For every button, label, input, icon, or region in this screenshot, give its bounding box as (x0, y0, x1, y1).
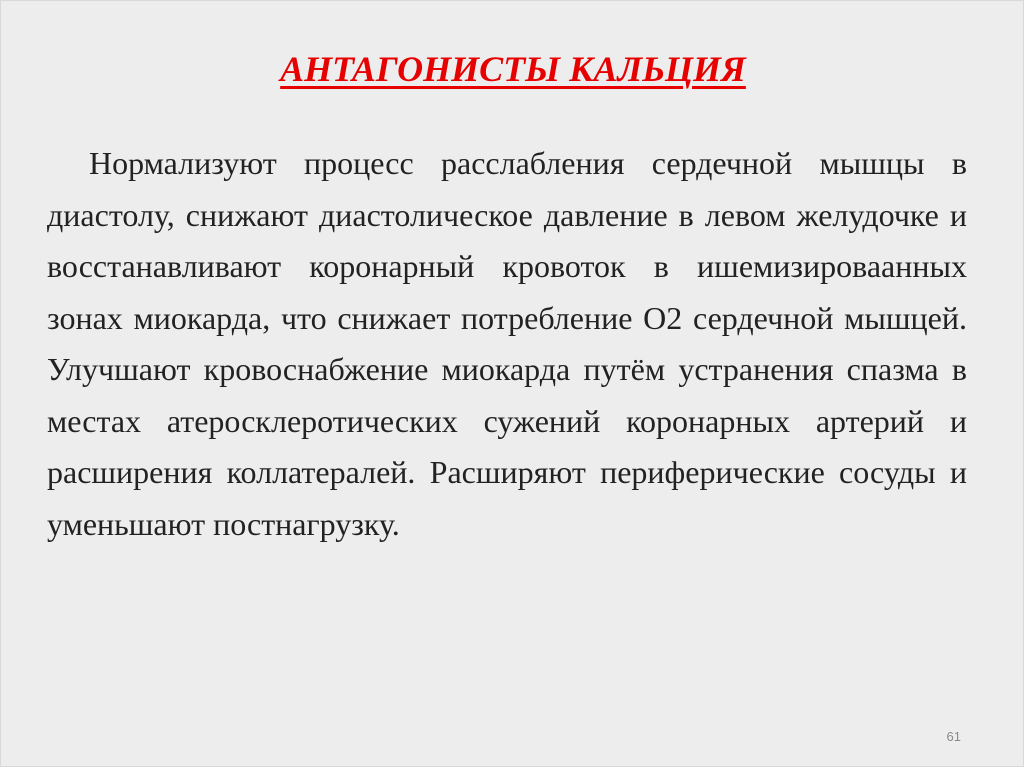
slide-body-text: Нормализуют процесс расслабления сердечной мышцы в диастолу, снижают диастолическое давление в левом желудочке и восстанавливают коронарный кровоток в ишемизироваанных зонах миокарда, что снижает потребление О2 сердечной мышцей. Улучшают кровоснабжение миокарда путём устранения спазма в местах атеросклеротических сужений коронарных артерий и расширения коллатералей. Расширяют периферические сосуды и уменьшают постнагрузку. (47, 145, 967, 542)
slide-title: АНТАГОНИСТЫ КАЛЬЦИЯ (280, 49, 746, 89)
page-number: 61 (946, 729, 961, 744)
